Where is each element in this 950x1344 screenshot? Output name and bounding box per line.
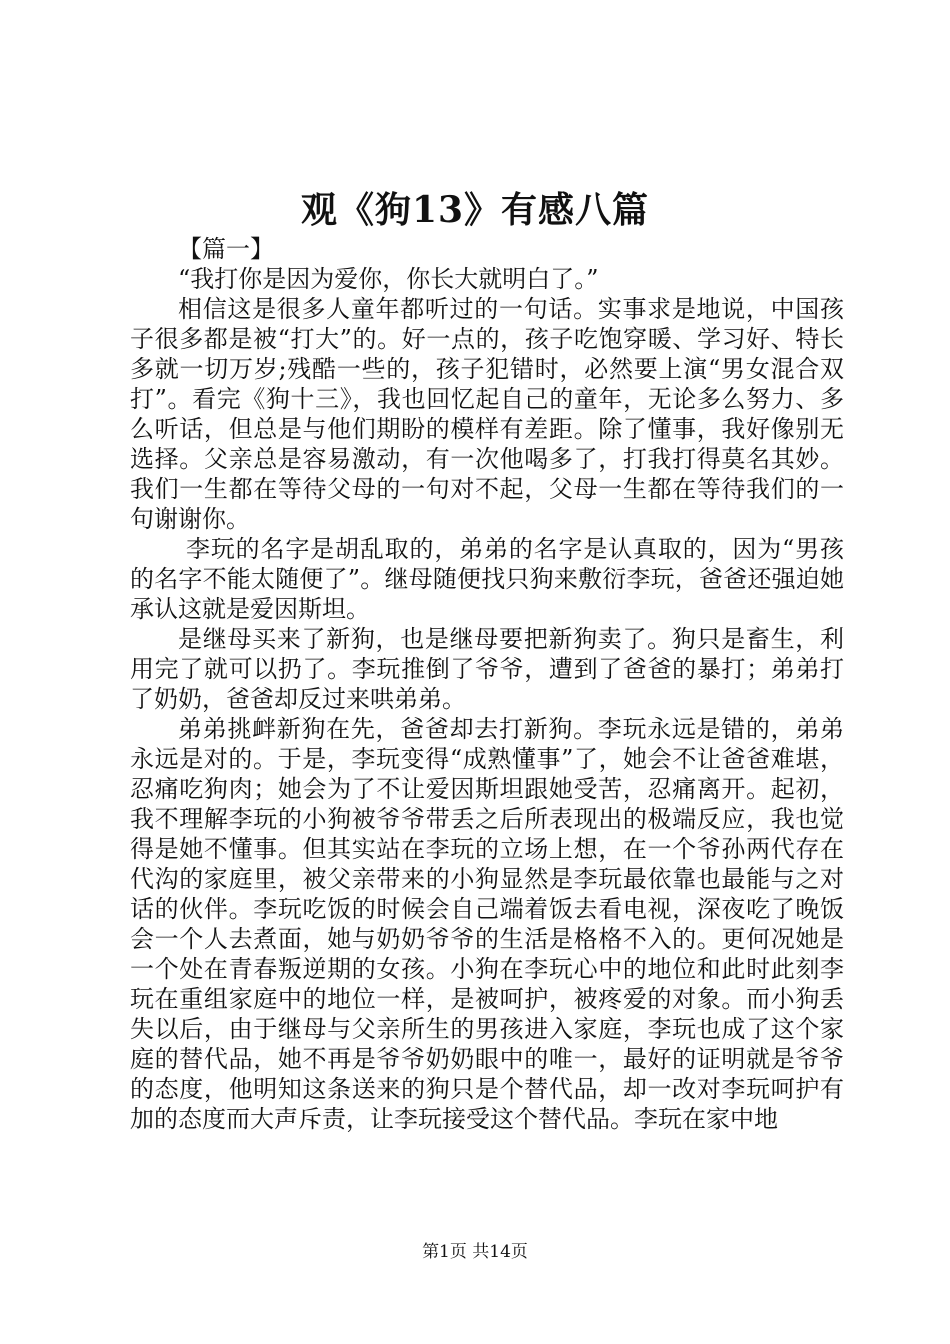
section-heading: 【篇一】 (178, 235, 274, 263)
paragraph: 弟弟挑衅新狗在先，爸爸却去打新狗。李玩永远是错的，弟弟永远是对的。于是，李玩变得“成熟懂事”了，她会不让爸爸难堪，忍痛吃狗肉；她会为了不让爱因斯坦跟她受苦，忍痛离开。起初，我不理解李玩的小狗被爷爷带丢之后所表现出的极端反应，我也觉得是她不懂事。但其实站在李玩的立场上想，在一个爷孙两代存在代沟的家庭里，被父亲带来的小狗显然是李玩最依靠也最能与之对话的伙伴。李玩吃饭的时候会自己端着饭去看电视，深夜吃了晚饭会一个人去煮面，她与奶奶爷爷的生活是格格不入的。更何况她是一个处在青春叛逆期的女孩。小狗在李玩心中的地位和此时此刻李玩在重组家庭中的地位一样，是被呵护，被疼爱的对象。而小狗丢失以后，由于继母与父亲所生的男孩进入家庭，李玩也成了这个家庭的替代品，她不再是爷爷奶奶眼中的唯一，最好的证明就是爷爷的态度，他明知这条送来的狗只是个替代品，却一改对李玩呵护有加的态度而大声斥责，让李玩接受这个替代品。李玩在家中地 (130, 715, 844, 1133)
paragraph: 相信这是很多人童年都听过的一句话。实事求是地说，中国孩子很多都是被“打大”的。好一点的，孩子吃饱穿暖、学习好、特长多就一切万岁;残酷一些的，孩子犯错时，必然要上演“男女混合双打”。看完《狗十三》，我也回忆起自己的童年，无论多么努力、多么听话，但总是与他们期盼的模样有差距。除了懂事，我好像别无选择。父亲总是容易激动，有一次他喝多了，打我打得莫名其妙。我们一生都在等待父母的一句对不起，父母一生都在等待我们的一句谢谢你。 (130, 295, 844, 533)
document-body (130, 234, 844, 1134)
paragraph: 李玩的名字是胡乱取的，弟弟的名字是认真取的，因为“男孩的名字不能太随便了”。继母随便找只狗来敷衍李玩，爸爸还强迫她承认这就是爱因斯坦。 (130, 535, 844, 623)
paragraph: 是继母买来了新狗，也是继母要把新狗卖了。狗只是畜生，利用完了就可以扔了。李玩推倒了爷爷，遭到了爸爸的暴打；弟弟打了奶奶，爸爸却反过来哄弟弟。 (130, 625, 844, 713)
paragraph: “我打你是因为爱你，你长大就明白了。” (178, 265, 599, 293)
document-title: 观《狗13》有感八篇 (300, 189, 650, 231)
page-footer: 第1页 共14页 (422, 1242, 528, 1262)
